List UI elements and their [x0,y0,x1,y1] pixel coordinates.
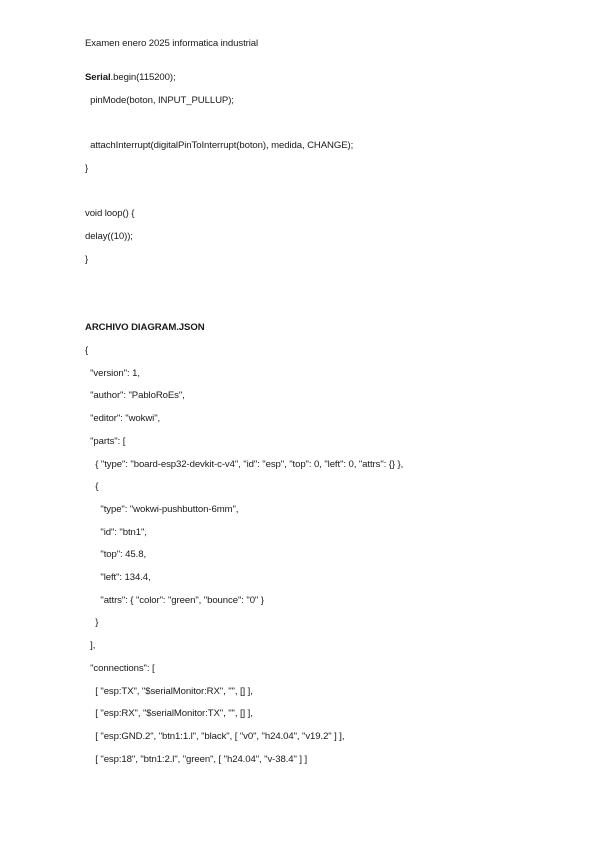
json-line: ], [85,640,96,652]
json-line: "type": "wokwi-pushbutton-6mm", [85,503,239,515]
json-line: [ "esp:RX", "$serialMonitor:TX", "", [] ], [85,708,253,720]
json-line: { [85,481,99,493]
code-line-pinmode: pinMode(boton, INPUT_PULLUP); [85,95,234,106]
section-title: ARCHIVO DIAGRAM.JSON [85,322,205,333]
code-line-close-setup: } [85,163,89,174]
json-line: "editor": "wokwi", [85,413,161,425]
json-line: "author": "PabloRoEs", [85,390,185,402]
json-line: { [85,345,89,356]
serial-begin-call: .begin(115200); [110,72,176,83]
json-line: "attrs": { "color": "green", "bounce": "0" } [85,594,264,606]
json-line: [ "esp:GND.2", "btn1:1.l", "black", [ "v0", "h24.04", "v19.2" ] ], [85,730,345,742]
json-line: [ "esp:18", "btn1:2.l", "green", [ "h24.04", "v-38.4" ] ] [85,753,308,765]
json-line: "version": 1, [85,367,140,379]
code-line-attach-interrupt: attachInterrupt(digitalPinToInterrupt(boton), medida, CHANGE); [85,140,354,151]
code-line-close-loop: } [85,254,89,265]
json-line: "top": 45.8, [85,549,147,561]
json-line: [ "esp:TX", "$serialMonitor:RX", "", [] ], [85,685,253,697]
code-line-delay: delay((10)); [85,231,133,242]
json-line: "connections": [ [85,662,155,674]
serial-keyword: Serial [85,72,111,83]
json-line: { "type": "board-esp32-devkit-c-v4", "id": "esp", "top": 0, "left": 0, "attrs": {} }, [85,458,404,470]
document-header: Examen enero 2025 informatica industrial [85,38,259,49]
code-line-loop-signature: void loop() { [85,208,135,219]
json-line: "parts": [ [85,435,126,447]
json-line: } [85,617,99,629]
code-line-serial [85,72,176,84]
json-line: "left": 134.4, [85,572,151,583]
json-line: "id": "btn1", [85,526,147,538]
